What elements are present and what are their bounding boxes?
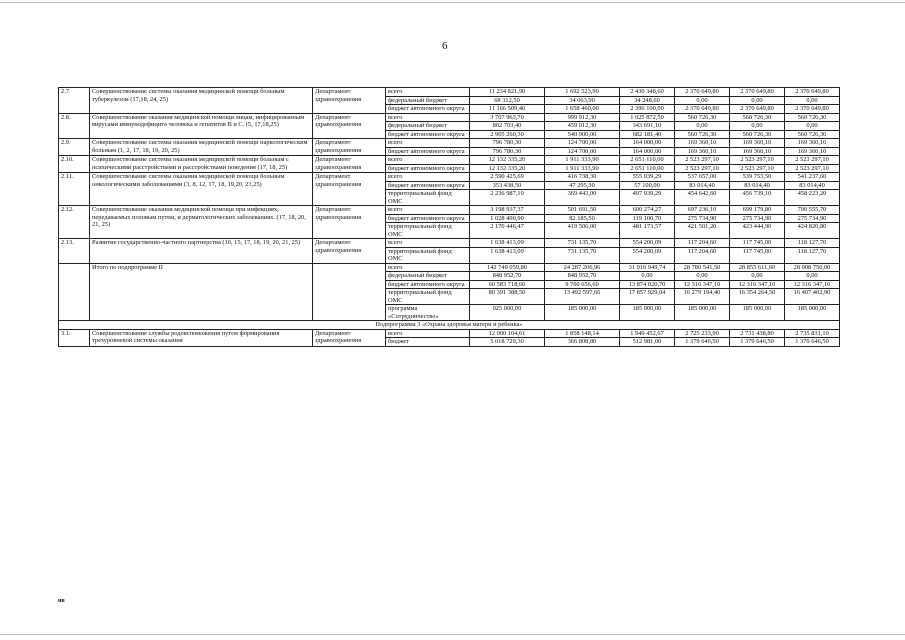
amount-cell: 555 039,29 <box>620 173 675 182</box>
amount-cell: 275 734,90 <box>675 214 730 223</box>
amount-cell: 512 981,00 <box>620 338 675 347</box>
amount-cell: 0,00 <box>785 122 840 131</box>
amount-cell: 554 200,09 <box>620 247 675 263</box>
amount-cell: 456 739,10 <box>730 190 785 206</box>
amount-cell: 185 000,00 <box>785 305 840 321</box>
amount-cell: 169 360,10 <box>785 147 840 156</box>
amount-cell: 68 312,50 <box>470 96 545 105</box>
amount-cell: 117 204,60 <box>675 247 730 263</box>
subprogram-header-row <box>59 321 840 330</box>
amount-cell: 83 014,40 <box>785 181 840 190</box>
amount-cell: 11 234 821,90 <box>470 88 545 97</box>
amount-cell: 731 135,70 <box>545 247 620 263</box>
amount-cell: 12 316 347,10 <box>730 280 785 289</box>
amount-cell: 3 198 937,37 <box>470 206 545 215</box>
amount-cell: 560 726,30 <box>730 130 785 139</box>
amount-cell: 1 658 460,00 <box>545 105 620 114</box>
amount-cell: 802 703,40 <box>470 122 545 131</box>
amount-cell: 118 127,70 <box>785 239 840 248</box>
amount-cell: 24 287 206,96 <box>545 263 620 272</box>
measure-name: Совершенствование системы оказания медицинской помощи больным с психическими расстройствами и расстройствами поведения (17, 18, 25) <box>90 156 313 173</box>
amount-cell: 142 749 059,80 <box>470 263 545 272</box>
responsible-department: Департамент здравоохранения <box>313 173 386 206</box>
measure-name: Развитие государственно-частного партнерства (10, 15, 17, 18, 19, 20, 21, 25) <box>90 239 313 264</box>
amount-cell: 1 028 490,90 <box>470 214 545 223</box>
item-number: 2.8. <box>59 113 90 139</box>
amount-cell: 124 700,00 <box>545 139 620 148</box>
responsible-department: Департамент здравоохранения <box>313 113 386 139</box>
amount-cell: 164 000,00 <box>620 139 675 148</box>
amount-cell: 82 185,50 <box>545 214 620 223</box>
item-number: 2.7 <box>59 88 90 114</box>
amount-cell: 0,00 <box>730 96 785 105</box>
bottom-scan-line <box>0 634 905 635</box>
funding-source: всего <box>386 139 470 148</box>
amount-cell: 1 379 646,50 <box>675 338 730 347</box>
amount-cell: 419 506,00 <box>545 223 620 239</box>
responsible-department: Департамент здравоохранения <box>313 88 386 114</box>
amount-cell: 275 734,90 <box>785 214 840 223</box>
amount-cell: 31 916 949,74 <box>620 263 675 272</box>
amount-cell: 11 166 509,40 <box>470 105 545 114</box>
amount-cell: 424 820,80 <box>785 223 840 239</box>
amount-cell: 699 179,80 <box>730 206 785 215</box>
funding-source: территориальный фонд ОМС <box>386 223 470 239</box>
funding-source: бюджет <box>386 338 470 347</box>
table-row <box>59 139 840 148</box>
amount-cell: 1 911 333,90 <box>545 156 620 165</box>
funding-source: бюджет автономного округа <box>386 164 470 173</box>
amount-cell: 2 731 438,80 <box>730 329 785 338</box>
amount-cell: 541 237,60 <box>785 173 840 182</box>
amount-cell: 537 657,00 <box>675 173 730 182</box>
amount-cell: 12 316 347,10 <box>675 280 730 289</box>
amount-cell: 554 200,09 <box>620 239 675 248</box>
amount-cell: 28 855 611,60 <box>730 263 785 272</box>
subprogram-title: Подпрограмма 3 «Охрана здоровья матери и ребенка» <box>59 321 840 330</box>
responsible-department: Департамент здравоохранения <box>313 206 386 239</box>
amount-cell: 1 911 333,90 <box>545 164 620 173</box>
amount-cell: 2 651 110,00 <box>620 164 675 173</box>
amount-cell: 117 745,00 <box>730 239 785 248</box>
amount-cell: 117 204,60 <box>675 239 730 248</box>
amount-cell: 540 900,00 <box>545 130 620 139</box>
amount-cell: 343 691,10 <box>620 122 675 131</box>
amount-cell: 1 025 872,50 <box>620 113 675 122</box>
amount-cell: 848 952,70 <box>470 272 545 281</box>
amount-cell: 47 295,30 <box>545 181 620 190</box>
amount-cell: 169 360,10 <box>730 139 785 148</box>
table-row <box>59 206 840 215</box>
amount-cell: 83 014,40 <box>675 181 730 190</box>
funding-source: бюджет автономного округа <box>386 181 470 190</box>
amount-cell: 700 555,70 <box>785 206 840 215</box>
amount-cell: 57 100,00 <box>620 181 675 190</box>
top-scan-line <box>0 2 905 3</box>
amount-cell: 1 379 646,50 <box>785 338 840 347</box>
amount-cell: 0,00 <box>785 96 840 105</box>
amount-cell: 34 063,90 <box>545 96 620 105</box>
table-row <box>59 263 840 272</box>
funding-source: территориальный фонд ОМС <box>386 247 470 263</box>
amount-cell: 169 360,10 <box>730 147 785 156</box>
amount-cell: 497 939,29 <box>620 190 675 206</box>
amount-cell: 353 438,50 <box>470 181 545 190</box>
amount-cell: 169 360,10 <box>785 139 840 148</box>
table-row <box>59 173 840 182</box>
amount-cell: 12 132 335,20 <box>470 156 545 165</box>
amount-cell: 682 181,40 <box>620 130 675 139</box>
funding-source: бюджет автономного округа <box>386 280 470 289</box>
amount-cell: 2 370 649,80 <box>730 88 785 97</box>
funding-source: бюджет автономного округа <box>386 130 470 139</box>
amount-cell: 2 523 297,10 <box>730 156 785 165</box>
amount-cell: 1 638 413,09 <box>470 247 545 263</box>
funding-source: федеральный бюджет <box>386 272 470 281</box>
amount-cell: 12 000 104,61 <box>470 329 545 338</box>
measure-name: Совершенствование службы родовспоможения путем формирования трехуровневой системы оказания <box>90 329 313 346</box>
amount-cell: 3 707 963,70 <box>470 113 545 122</box>
amount-cell: 60 583 718,60 <box>470 280 545 289</box>
amount-cell: 5 018 729,30 <box>470 338 545 347</box>
table-row <box>59 156 840 165</box>
amount-cell: 501 691,50 <box>545 206 620 215</box>
amount-cell: 0,00 <box>730 272 785 281</box>
amount-cell: 560 726,30 <box>730 113 785 122</box>
responsible-department: Департамент здравоохранения <box>313 239 386 264</box>
amount-cell: 12 132 335,20 <box>470 164 545 173</box>
amount-cell: 2 370 649,80 <box>675 88 730 97</box>
amount-cell: 2 590 425,69 <box>470 173 545 182</box>
amount-cell: 1 638 413,09 <box>470 239 545 248</box>
amount-cell: 697 236,10 <box>675 206 730 215</box>
funding-source: всего <box>386 113 470 122</box>
funding-source: всего <box>386 239 470 248</box>
amount-cell: 999 912,30 <box>545 113 620 122</box>
amount-cell: 2 523 297,10 <box>785 156 840 165</box>
table-row <box>59 113 840 122</box>
amount-cell: 275 734,90 <box>730 214 785 223</box>
amount-cell: 1 379 646,50 <box>730 338 785 347</box>
amount-cell: 118 127,70 <box>785 247 840 263</box>
page-number: 6 <box>442 40 448 52</box>
amount-cell: 28 780 541,50 <box>675 263 730 272</box>
item-number: 2.9. <box>59 139 90 156</box>
funding-source: всего <box>386 206 470 215</box>
amount-cell: 9 760 656,60 <box>545 280 620 289</box>
responsible-department: Департамент здравоохранения <box>313 156 386 173</box>
measure-name: Совершенствование оказания медицинской помощи лицам, инфицированным вирусами иммунодефицита человека и гепатитов В и С. (5, 17,18,25) <box>90 113 313 139</box>
amount-cell: 117 745,00 <box>730 247 785 263</box>
amount-cell: 2 523 297,10 <box>785 164 840 173</box>
responsible-department: Департамент здравоохранения <box>313 139 386 156</box>
funding-source: всего <box>386 263 470 272</box>
funding-source: бюджет автономного округа <box>386 214 470 223</box>
amount-cell: 16 279 194,40 <box>675 289 730 305</box>
responsible-department: Департамент здравоохранения <box>313 329 386 346</box>
amount-cell: 925 000,00 <box>470 305 545 321</box>
amount-cell: 185 000,00 <box>675 305 730 321</box>
funding-source: федеральный бюджет <box>386 122 470 131</box>
amount-cell: 0,00 <box>785 272 840 281</box>
amount-cell: 2 725 233,90 <box>675 329 730 338</box>
funding-source: всего <box>386 329 470 338</box>
amount-cell: 481 173,57 <box>620 223 675 239</box>
item-number <box>59 263 90 321</box>
item-number: 2.11. <box>59 173 90 206</box>
amount-cell: 0,00 <box>675 272 730 281</box>
amount-cell: 560 726,30 <box>785 130 840 139</box>
amount-cell: 366 808,80 <box>545 338 620 347</box>
funding-source: бюджет автономного округа <box>386 147 470 156</box>
amount-cell: 459 012,30 <box>545 122 620 131</box>
amount-cell: 16 354 264,50 <box>730 289 785 305</box>
amount-cell: 0,00 <box>730 122 785 131</box>
amount-cell: 458 223,20 <box>785 190 840 206</box>
item-number: 2.13. <box>59 239 90 264</box>
amount-cell: 80 391 388,50 <box>470 289 545 305</box>
amount-cell: 2 735 831,10 <box>785 329 840 338</box>
amount-cell: 0,00 <box>675 96 730 105</box>
amount-cell: 1 949 452,67 <box>620 329 675 338</box>
amount-cell: 454 642,60 <box>675 190 730 206</box>
amount-cell: 0,00 <box>620 272 675 281</box>
amount-cell: 539 753,50 <box>730 173 785 182</box>
funding-source: территориальный фонд ОМС <box>386 190 470 206</box>
table-row <box>59 239 840 248</box>
amount-cell: 421 501,20 <box>675 223 730 239</box>
amount-cell: 169 360,10 <box>675 147 730 156</box>
amount-cell: 2 396 100,00 <box>620 105 675 114</box>
funding-source: всего <box>386 173 470 182</box>
funding-source: бюджет автономного округа <box>386 105 470 114</box>
amount-cell: 369 443,00 <box>545 190 620 206</box>
amount-cell: 34 248,60 <box>620 96 675 105</box>
amount-cell: 185 000,00 <box>620 305 675 321</box>
amount-cell: 185 000,00 <box>730 305 785 321</box>
amount-cell: 731 135,70 <box>545 239 620 248</box>
amount-cell: 2 523 297,10 <box>730 164 785 173</box>
table-row <box>59 329 840 338</box>
amount-cell: 848 952,70 <box>545 272 620 281</box>
amount-cell: 2 523 297,10 <box>675 156 730 165</box>
amount-cell: 796 780,30 <box>470 139 545 148</box>
measure-name: Совершенствование системы оказания медицинской помощи больным онкологическими заболеваниями (3, 8, 12, 17, 18, 19,20, 23,25) <box>90 173 313 206</box>
amount-cell: 83 014,40 <box>730 181 785 190</box>
footer-mark: нв <box>58 598 65 604</box>
amount-cell: 2 905 260,30 <box>470 130 545 139</box>
amount-cell: 2 236 987,19 <box>470 190 545 206</box>
amount-cell: 13 492 597,66 <box>545 289 620 305</box>
amount-cell: 185 000,00 <box>545 305 620 321</box>
funding-source: всего <box>386 88 470 97</box>
funding-source: федеральный бюджет <box>386 96 470 105</box>
measure-name: Совершенствование системы оказания медицинской помощи наркологическим больным (1, 2, 17, 18, 19, 20, 25) <box>90 139 313 156</box>
item-number: 2.10. <box>59 156 90 173</box>
amount-cell: 416 738,30 <box>545 173 620 182</box>
amount-cell: 0,00 <box>675 122 730 131</box>
amount-cell: 13 874 020,70 <box>620 280 675 289</box>
item-number: 2.12. <box>59 206 90 239</box>
amount-cell: 119 100,70 <box>620 214 675 223</box>
funding-source: программа «Сотрудничество» <box>386 305 470 321</box>
table-row <box>59 88 840 97</box>
budget-table <box>58 87 840 347</box>
responsible-department <box>313 263 386 321</box>
amount-cell: 17 857 929,04 <box>620 289 675 305</box>
amount-cell: 124 700,00 <box>545 147 620 156</box>
amount-cell: 2 370 649,80 <box>785 105 840 114</box>
funding-source: территориальный фонд ОМС <box>386 289 470 305</box>
amount-cell: 2 370 649,80 <box>675 105 730 114</box>
amount-cell: 16 407 402,90 <box>785 289 840 305</box>
amount-cell: 423 444,90 <box>730 223 785 239</box>
amount-cell: 28 908 750,00 <box>785 263 840 272</box>
amount-cell: 1 858 148,14 <box>545 329 620 338</box>
item-number: 3.1. <box>59 329 90 346</box>
amount-cell: 560 726,30 <box>675 113 730 122</box>
amount-cell: 796 780,30 <box>470 147 545 156</box>
amount-cell: 2 430 348,60 <box>620 88 675 97</box>
amount-cell: 164 000,00 <box>620 147 675 156</box>
measure-name: Совершенствование оказания медицинской помощи при инфекциях, передаваемых половым путем, и дерматологических заболеваниях. (17, 18, 20, 21, 25) <box>90 206 313 239</box>
amount-cell: 12 316 347,10 <box>785 280 840 289</box>
amount-cell: 2 651 110,00 <box>620 156 675 165</box>
amount-cell: 2 170 446,47 <box>470 223 545 239</box>
amount-cell: 560 726,30 <box>785 113 840 122</box>
amount-cell: 169 360,10 <box>675 139 730 148</box>
measure-name: Совершенствование системы оказания медицинской помощи больным туберкулезом (17,18, 24, 25) <box>90 88 313 114</box>
amount-cell: 2 523 297,10 <box>675 164 730 173</box>
funding-source: всего <box>386 156 470 165</box>
amount-cell: 2 370 649,80 <box>785 88 840 97</box>
amount-cell: 1 692 523,90 <box>545 88 620 97</box>
amount-cell: 2 370 649,80 <box>730 105 785 114</box>
amount-cell: 560 726,30 <box>675 130 730 139</box>
measure-name: Итого по подпрограмме II <box>90 263 313 321</box>
amount-cell: 600 274,27 <box>620 206 675 215</box>
